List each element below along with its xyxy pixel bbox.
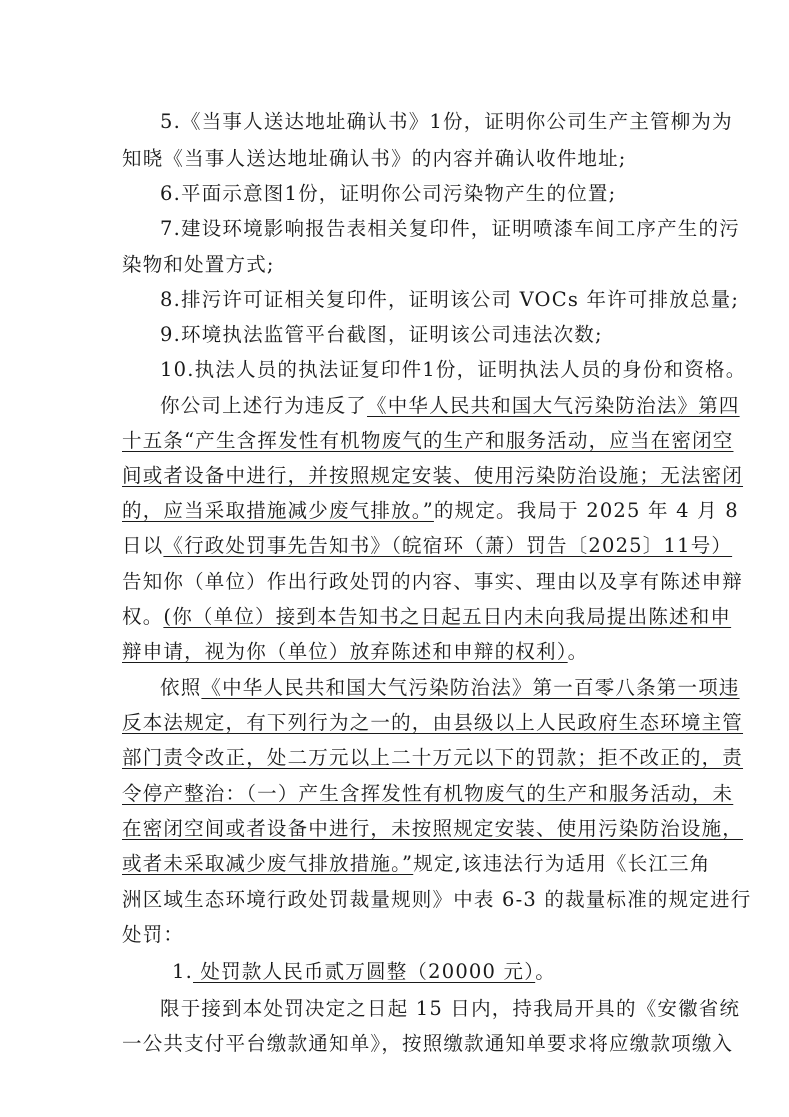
evidence-item-7-text-1: 7.建设环境影响报告表相关复印件，证明喷漆车间工序产生的污: [160, 217, 740, 240]
evidence-item-7-line-2: [122, 253, 275, 279]
basis-text-8: 处罚：: [122, 923, 185, 946]
violation-text-4a: 的，应当采取措施减少废气排放。”: [122, 499, 434, 522]
evidence-item-8: [160, 288, 739, 314]
evidence-item-9-text: 9.环境执法监管平台截图，证明该公司违法次数;: [160, 323, 603, 346]
basis-text-7: 洲区域生态环境行政处罚裁量规则》中表 6-3 的裁量标准的规定进行: [122, 888, 752, 911]
payment-line-2: [122, 1032, 733, 1058]
evidence-item-10: [160, 358, 746, 384]
basis-line-2: [122, 711, 743, 737]
violation-line-5: [122, 534, 732, 560]
basis-text-1a: 依照: [160, 676, 202, 699]
violation-text-8a: 辩申请，视为你（单位）放弃陈述和申辩的权利）: [122, 640, 568, 663]
basis-text-3: 部门责令改正，处二万元以上二十万元以下的罚款；拒不改正的，责: [122, 746, 744, 769]
basis-text-1b: 《中华人民共和国大气污染防治法》第一百零八条第一项违: [201, 676, 740, 699]
basis-line-6: [122, 852, 710, 878]
violation-line-1: [160, 394, 740, 420]
violation-text-8b: 。: [567, 640, 589, 663]
violation-text-2: 十五条“产生含挥发性有机物废气的生产和服务活动，应当在密闭空: [122, 429, 734, 452]
basis-line-8: [122, 923, 184, 949]
violation-line-8: [122, 640, 588, 666]
payment-text-1: 限于接到本处罚决定之日起 15 日内，持我局开具的《安徽省统: [160, 997, 741, 1020]
evidence-item-6-text: 6.平面示意图1份，证明你公司污染物产生的位置;: [160, 182, 617, 205]
basis-line-4: [122, 782, 733, 808]
violation-text-7a: 权。: [122, 605, 164, 628]
basis-text-6b: 规定,该违法行为适用《长江三角: [413, 852, 711, 875]
evidence-item-7-text-2: 染物和处置方式;: [122, 253, 275, 276]
basis-line-1: [160, 676, 740, 702]
evidence-item-8-text: 8.排污许可证相关复印件，证明该公司 VOCs 年许可排放总量;: [160, 288, 740, 311]
evidence-item-10-text: 10.执法人员的执法证复印件1份，证明执法人员的身份和资格。: [160, 358, 747, 381]
evidence-item-5-line-1: [160, 110, 733, 136]
violation-line-3: [122, 464, 743, 490]
payment-text-2: 一公共支付平台缴款通知单》，按照缴款通知单要求将应缴款项缴入: [122, 1032, 734, 1055]
basis-text-6a: 或者未采取减少废气排放措施。”: [122, 852, 414, 875]
basis-line-3: [122, 746, 743, 772]
basis-line-5: [122, 817, 743, 843]
violation-line-4: [122, 499, 739, 525]
evidence-item-5-line-2: [122, 147, 627, 173]
basis-line-7: [122, 888, 751, 914]
violation-text-1a: 你公司上述行为违反了: [160, 394, 368, 417]
decision-line: [172, 960, 556, 986]
evidence-item-5-text-2: 知晓《当事人送达地址确认书》的内容并确认收件地址;: [122, 147, 627, 170]
evidence-item-7-line-1: [160, 217, 740, 243]
violation-text-5a: 日以: [122, 534, 164, 557]
decision-number: 1.: [172, 960, 194, 983]
penalty-amount: 处罚款人民币贰万圆整（20000 元）: [193, 960, 536, 983]
evidence-item-5-text-1: 5.《当事人送达地址确认书》1份，证明你公司生产主管柳为为: [160, 110, 733, 133]
law-citation: 《中华人民共和国大气污染防治法》第四: [367, 394, 740, 417]
basis-text-4: 令停产整治：（一）产生含挥发性有机物废气的生产和服务活动，未: [122, 782, 734, 805]
decision-end: 。: [535, 960, 556, 983]
violation-line-6: [122, 570, 743, 596]
notice-reference: 《行政处罚事先告知书》（皖宿环（萧）罚告〔2025〕11号）: [163, 534, 733, 557]
violation-line-2: [122, 429, 733, 455]
violation-line-7: [122, 605, 731, 631]
payment-line-1: [160, 997, 740, 1023]
violation-text-6: 告知你（单位）作出行政处罚的内容、事实、理由以及享有陈述申辩: [122, 570, 744, 593]
basis-text-5: 在密闭空间或者设备中进行，未按照规定安装、使用污染防治设施，: [122, 817, 744, 840]
violation-text-7b: (你（单位）接到本告知书之日起五日内未向我局提出陈述和申: [163, 605, 732, 628]
violation-text-3: 间或者设备中进行，并按照规定安装、使用污染防治设施；无法密闭: [122, 464, 744, 487]
basis-text-2: 反本法规定，有下列行为之一的，由县级以上人民政府生态环境主管: [122, 711, 744, 734]
violation-text-4b: 的规定。我局于 2025 年 4 月 8: [433, 499, 739, 522]
evidence-item-9: [160, 323, 603, 349]
evidence-item-6: [160, 182, 616, 208]
